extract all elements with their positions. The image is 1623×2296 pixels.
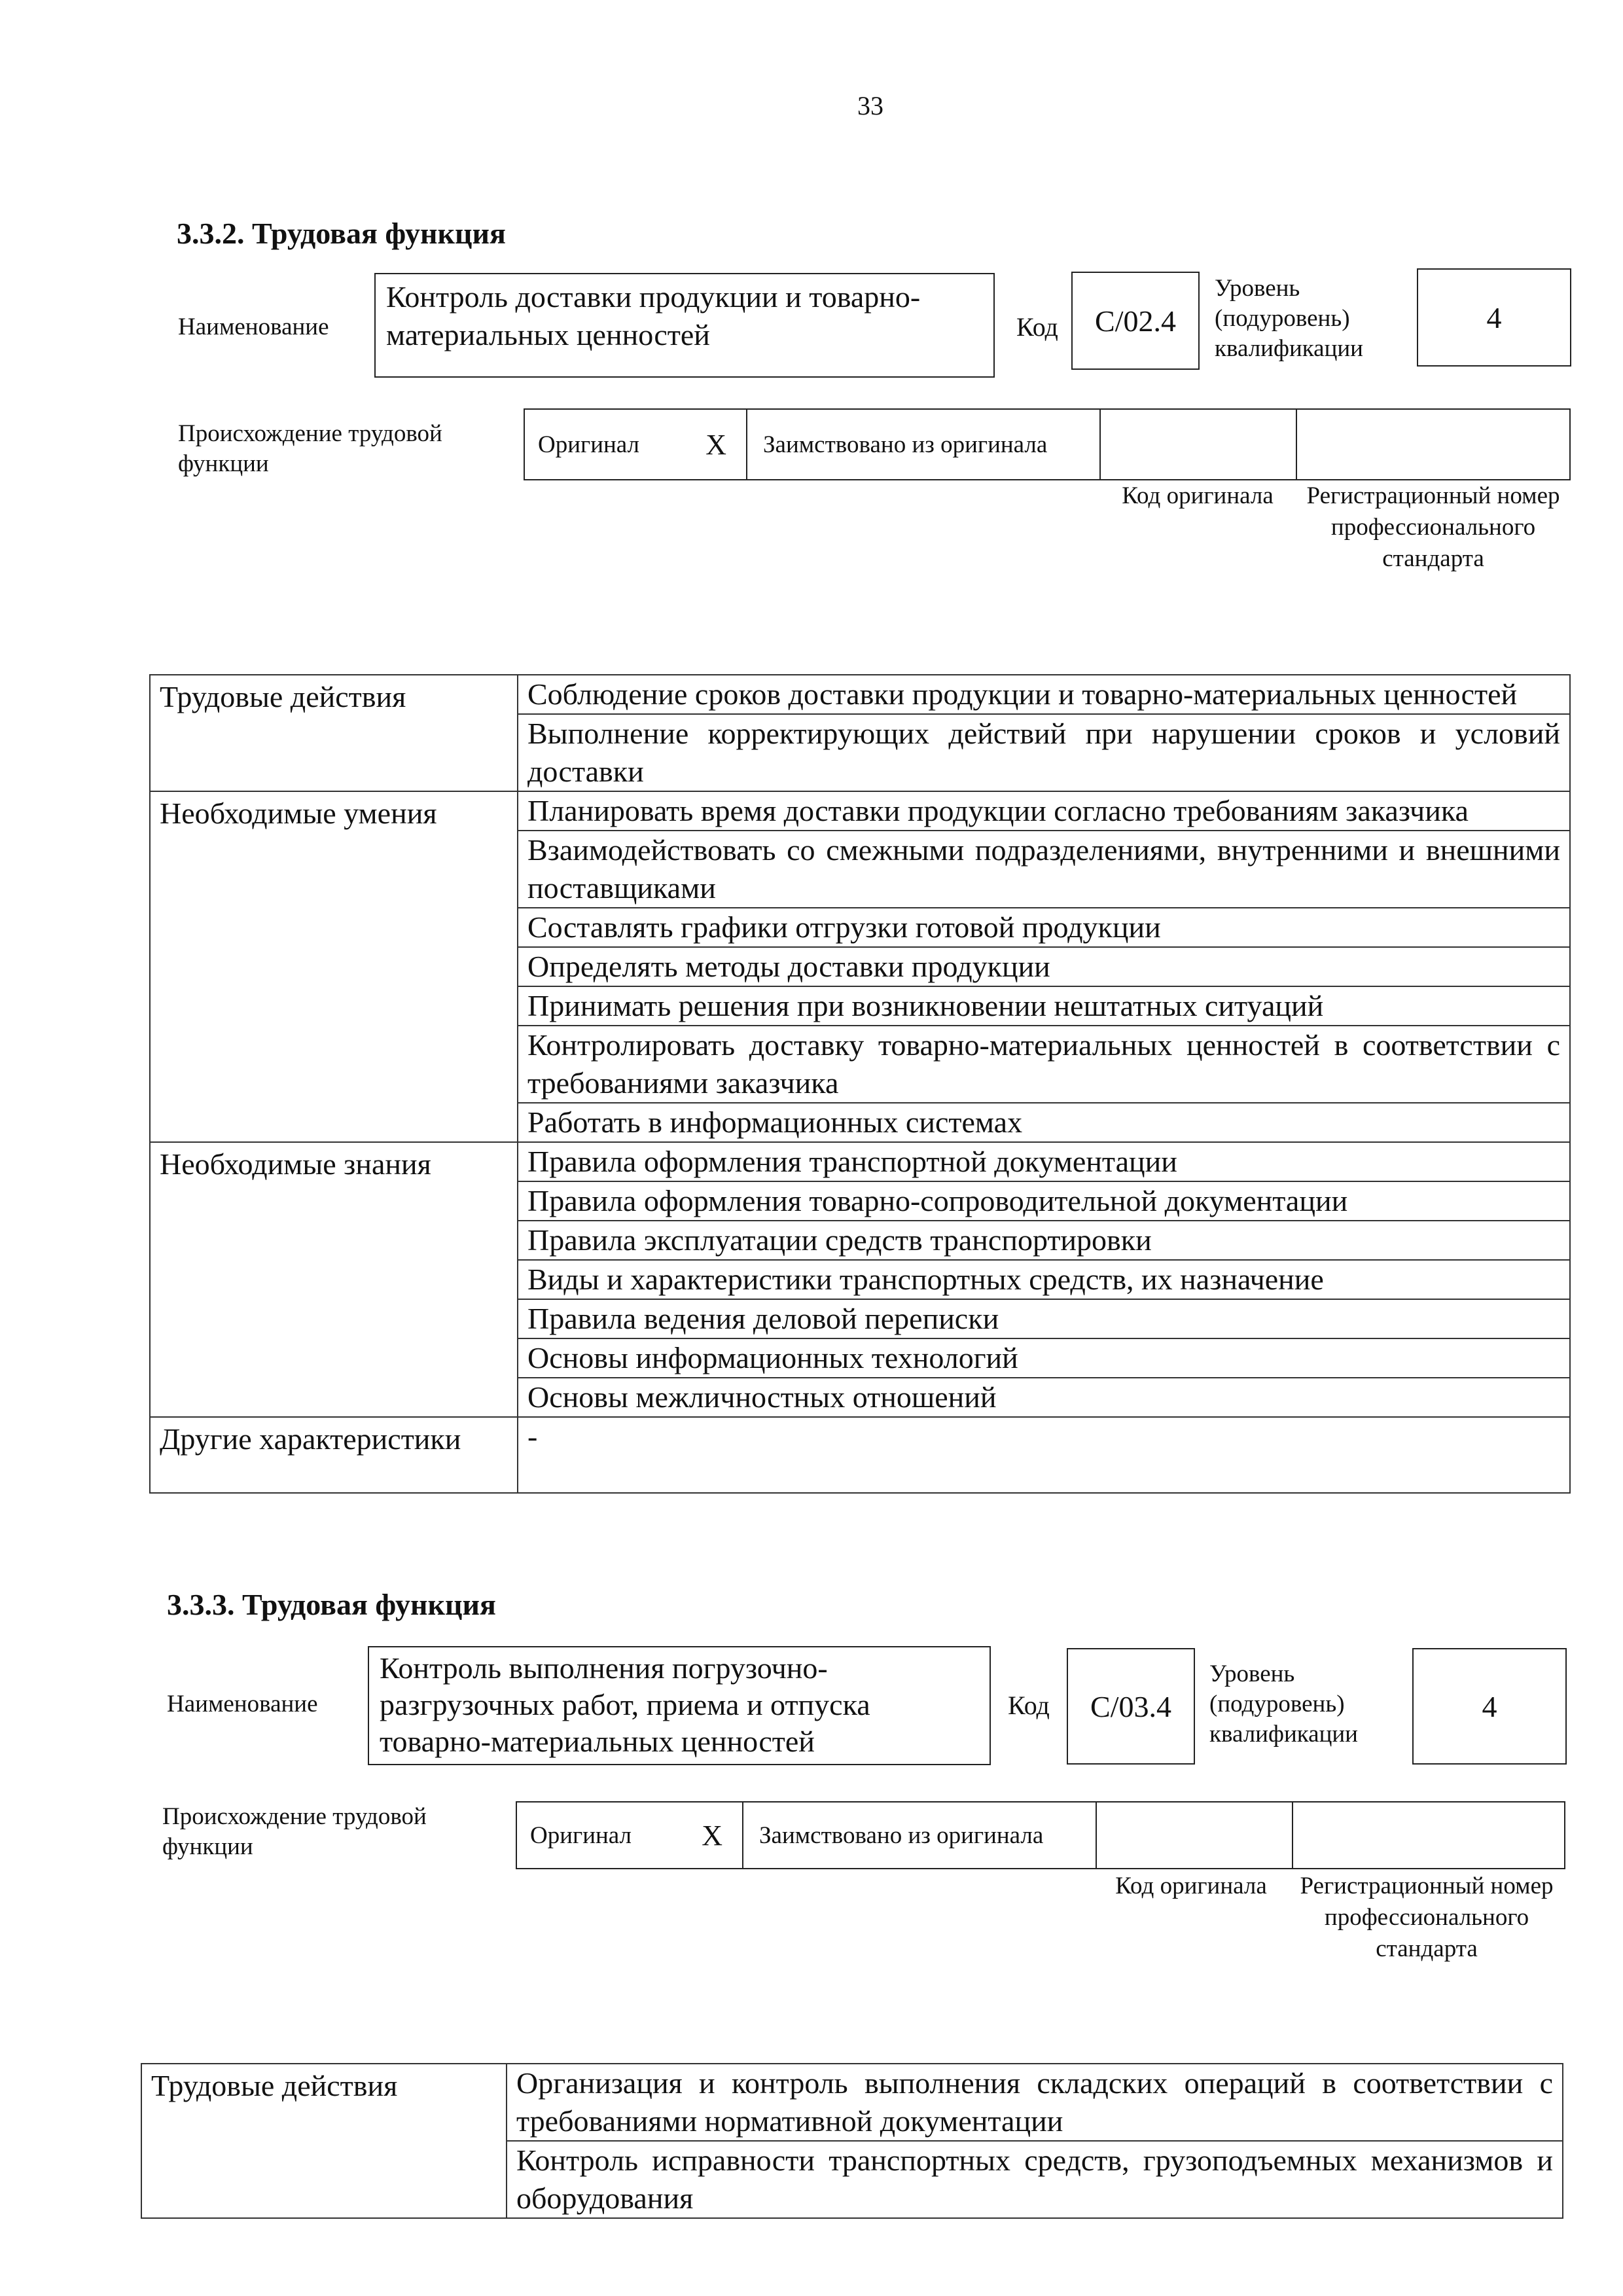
table-row xyxy=(150,675,1570,714)
borrowed-label: Заимствовано из оригинала xyxy=(759,1821,1044,1849)
origin-label: Происхождение трудовой функции xyxy=(178,420,442,477)
origin-row xyxy=(516,1801,1565,1869)
section-title: 3.3.2. Трудовая функция xyxy=(177,217,506,250)
original-mark: X xyxy=(702,1819,722,1852)
item-cell: Правила ведения деловой переписки xyxy=(518,1299,1570,1338)
code-label: Код xyxy=(1016,312,1058,342)
orig-code-cell xyxy=(1101,410,1297,479)
item-cell: Выполнение корректирующих действий при нарушении сроков и условий доставки xyxy=(518,714,1570,791)
table-row xyxy=(150,1417,1570,1493)
code-label: Код xyxy=(1008,1691,1050,1720)
reg-num-cell xyxy=(1297,410,1569,479)
borrowed-label: Заимствовано из оригинала xyxy=(763,431,1048,458)
category-cell: Необходимые знания xyxy=(150,1142,518,1417)
function-name-box: Контроль доставки продукции и товарно-материальных ценностей xyxy=(374,273,995,378)
item-cell: Правила оформления транспортной документации xyxy=(518,1142,1570,1181)
original-label: Оригинал xyxy=(530,1821,632,1849)
item-cell: Определять методы доставки продукции xyxy=(518,947,1570,986)
table-row xyxy=(150,791,1570,831)
orig-code-cell xyxy=(1097,1803,1293,1868)
item-cell: Основы информационных технологий xyxy=(518,1338,1570,1378)
reg-num-caption: Регистрационный номер профессионального стандарта xyxy=(1300,1873,1554,1962)
borrowed-cell xyxy=(743,1803,1097,1868)
item-cell: Работать в информационных системах xyxy=(518,1103,1570,1142)
item-cell: - xyxy=(518,1417,1570,1493)
page-number: 33 xyxy=(857,91,883,120)
function-name-box: Контроль выполнения погрузочно-разгрузочных работ, приема и отпуска товарно-материальных ценностей xyxy=(368,1646,991,1765)
original-cell xyxy=(517,1803,743,1868)
category-cell: Необходимые умения xyxy=(150,791,518,1142)
original-mark: X xyxy=(705,428,726,461)
function-table xyxy=(149,674,1571,1494)
item-cell: Правила эксплуатации средств транспортировки xyxy=(518,1221,1570,1260)
item-cell: Контроль исправности транспортных средств, грузоподъемных механизмов и оборудования xyxy=(507,2141,1563,2218)
item-cell: Соблюдение сроков доставки продукции и товарно-материальных ценностей xyxy=(518,675,1570,714)
category-cell: Трудовые действия xyxy=(141,2064,507,2218)
function-code-box: C/02.4 xyxy=(1071,272,1200,370)
category-cell: Другие характеристики xyxy=(150,1417,518,1493)
origin-label: Происхождение трудовой функции xyxy=(162,1803,427,1860)
level-label: Уровень (подуровень) квалификации xyxy=(1215,275,1363,362)
item-cell: Контролировать доставку товарно-материальных ценностей в соответствии с требованиями заказчика xyxy=(518,1026,1570,1103)
item-cell: Взаимодействовать со смежными подразделениями, внутренними и внешними поставщиками xyxy=(518,831,1570,908)
table-row xyxy=(150,1142,1570,1181)
name-label: Наименование xyxy=(167,1691,318,1717)
reg-num-caption: Регистрационный номер профессионального стандарта xyxy=(1306,482,1560,572)
item-cell: Составлять графики отгрузки готовой продукции xyxy=(518,908,1570,947)
section-title: 3.3.3. Трудовая функция xyxy=(167,1588,496,1621)
table-row xyxy=(141,2064,1563,2141)
original-label: Оригинал xyxy=(538,431,640,458)
level-box: 4 xyxy=(1412,1648,1567,1765)
level-box: 4 xyxy=(1417,268,1571,367)
item-cell: Планировать время доставки продукции согласно требованиям заказчика xyxy=(518,791,1570,831)
function-table xyxy=(141,2063,1563,2219)
orig-code-caption: Код оригинала xyxy=(1115,1873,1267,1899)
item-cell: Основы межличностных отношений xyxy=(518,1378,1570,1417)
name-label: Наименование xyxy=(178,314,329,340)
orig-code-caption: Код оригинала xyxy=(1122,482,1274,509)
original-cell xyxy=(525,410,747,479)
function-code-box: C/03.4 xyxy=(1067,1648,1195,1765)
item-cell: Организация и контроль выполнения складских операций в соответствии с требованиями нормативной документации xyxy=(507,2064,1563,2141)
category-cell: Трудовые действия xyxy=(150,675,518,791)
item-cell: Принимать решения при возникновении нештатных ситуаций xyxy=(518,986,1570,1026)
item-cell: Виды и характеристики транспортных средств, их назначение xyxy=(518,1260,1570,1299)
origin-row xyxy=(524,408,1571,480)
borrowed-cell xyxy=(747,410,1101,479)
level-label: Уровень (подуровень) квалификации xyxy=(1209,1660,1358,1748)
reg-num-cell xyxy=(1293,1803,1564,1868)
item-cell: Правила оформления товарно-сопроводительной документации xyxy=(518,1181,1570,1221)
